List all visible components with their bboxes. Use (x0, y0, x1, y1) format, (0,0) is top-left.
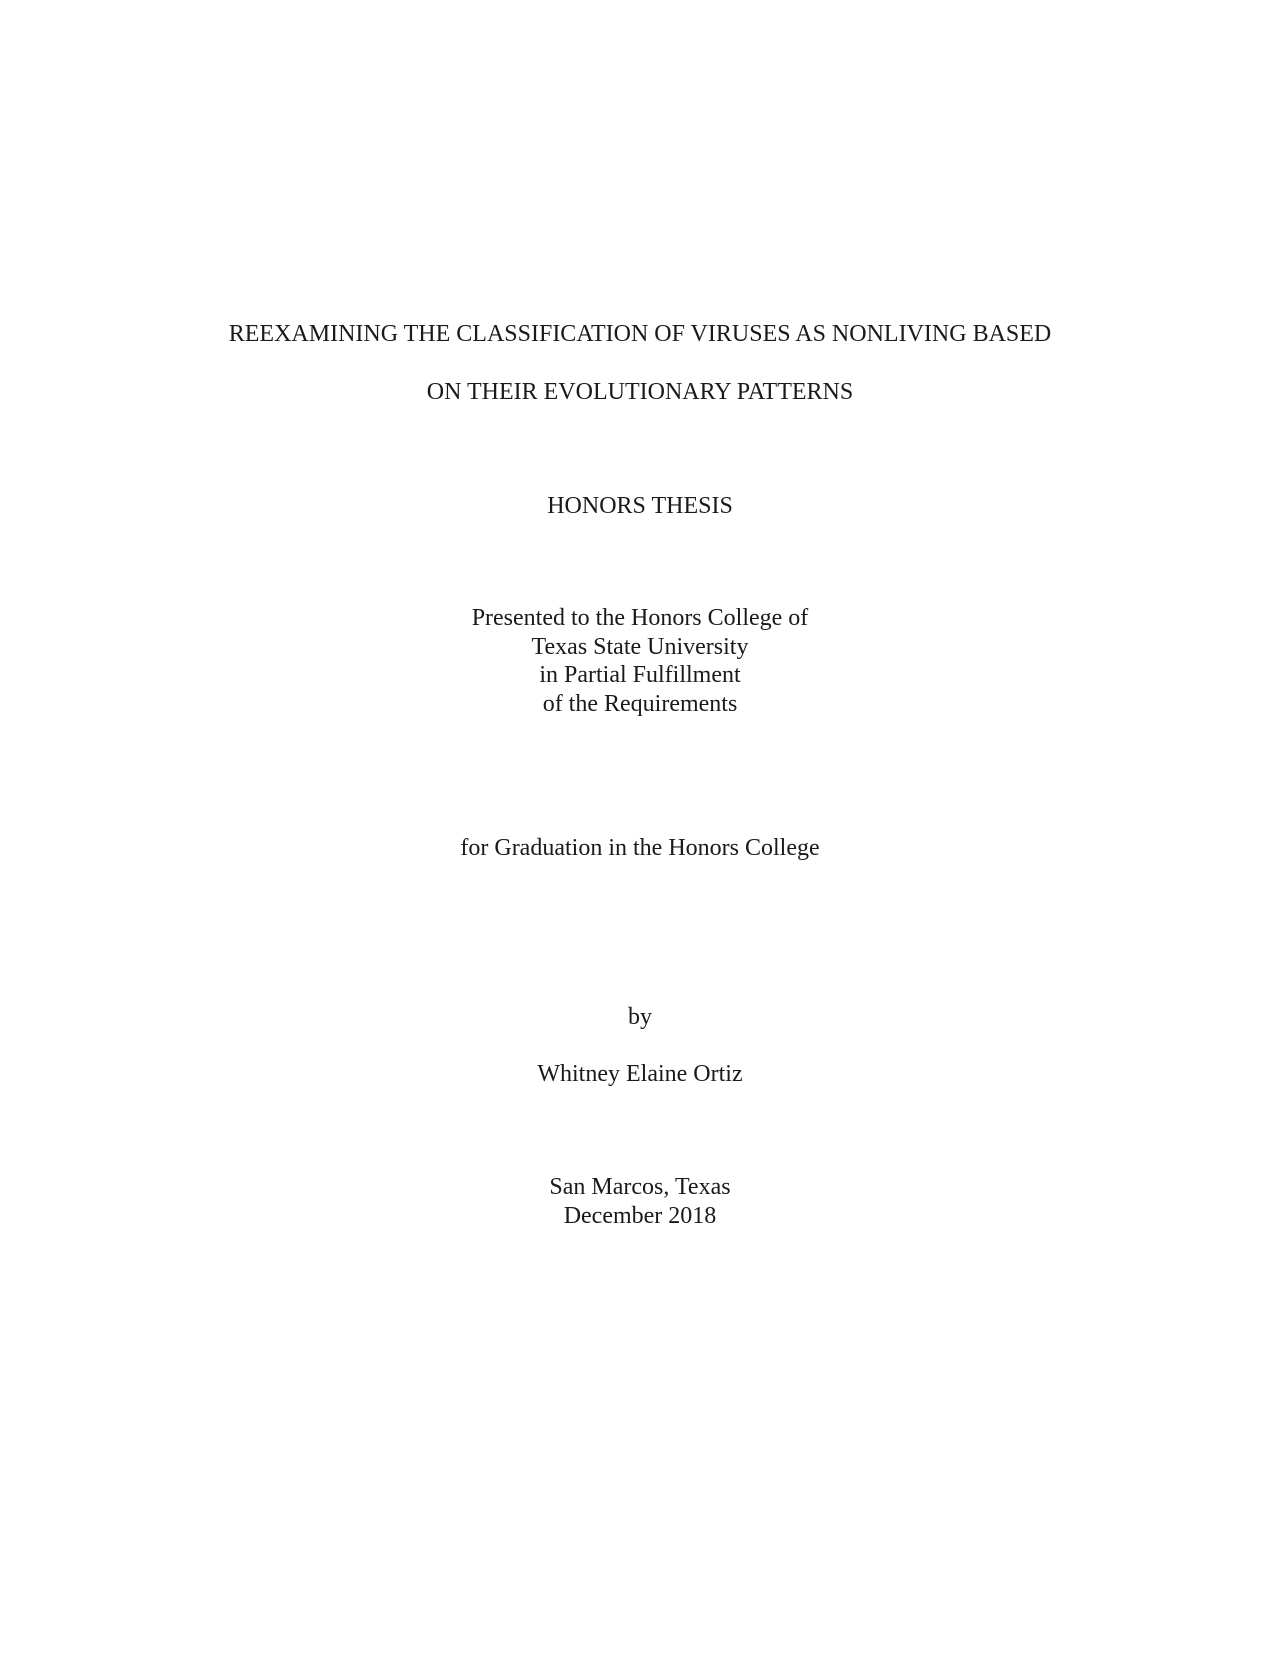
place-and-date (0, 1173, 1280, 1230)
graduation-statement: for Graduation in the Honors College (460, 835, 820, 861)
presentation-line: Texas State University (531, 633, 749, 660)
author-name: Whitney Elaine Ortiz (537, 1061, 743, 1087)
thesis-title-line-1: REEXAMINING THE CLASSIFICATION OF VIRUSES AS NONLIVING BASED (228, 321, 1052, 347)
presentation-statement (0, 604, 1280, 718)
presentation-line: of the Requirements (542, 690, 738, 717)
presentation-line: Presented to the Honors College of (471, 605, 809, 631)
place: San Marcos, Texas (549, 1174, 731, 1200)
thesis-title-line-2: ON THEIR EVOLUTIONARY PATTERNS (426, 379, 854, 405)
presentation-line: in Partial Fulfillment (539, 662, 741, 688)
date: December 2018 (563, 1202, 717, 1229)
document-type: HONORS THESIS (547, 493, 733, 519)
by-label: by (628, 1004, 652, 1030)
